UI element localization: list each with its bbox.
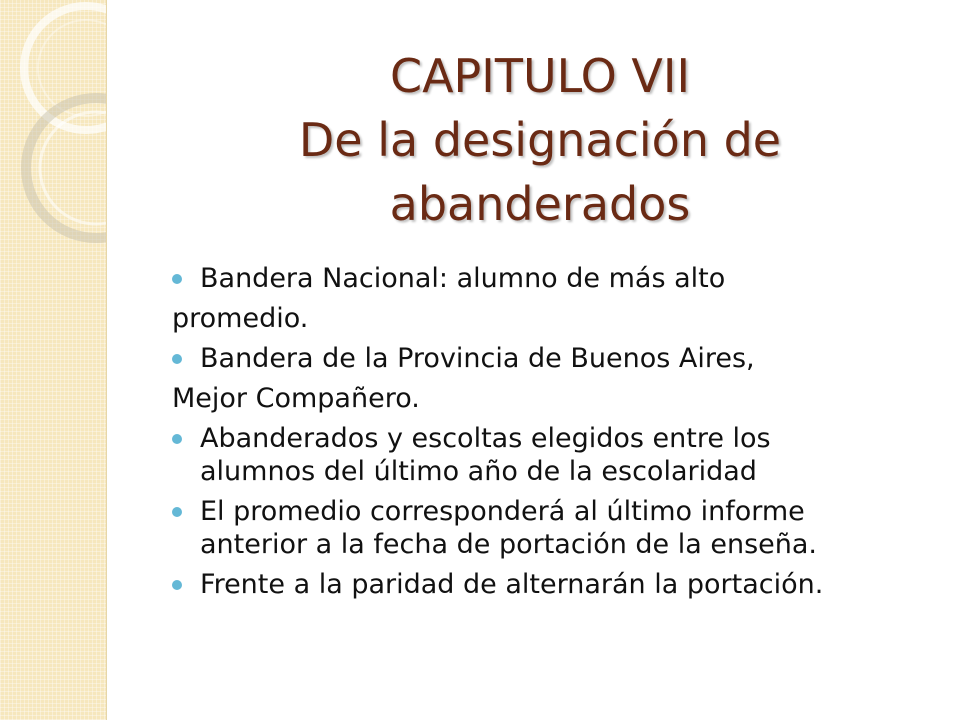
bullet-dot-icon — [172, 274, 182, 284]
bullet-item-1 — [172, 262, 912, 335]
bullet-4-line-1: El promedio corresponderá al último informe — [200, 496, 805, 527]
bullet-4-line-2: anterior a la fecha de portación de la enseña. — [200, 529, 818, 560]
bullet-1-continuation: promedio. — [172, 303, 309, 334]
bullet-1-text: Bandera Nacional: alumno de más alto — [200, 263, 726, 294]
bullet-2-text: Bandera de la Provincia de Buenos Aires, — [200, 343, 755, 374]
title-line-1: CAPITULO VII — [389, 49, 691, 103]
bullet-dot-icon — [172, 434, 182, 444]
bullet-dot-icon — [172, 507, 182, 517]
bullet-dot-icon — [172, 354, 182, 364]
bullet-item-4 — [172, 495, 912, 561]
title-line-2: De la designación de — [298, 113, 782, 167]
bullet-item-2 — [172, 342, 912, 415]
bullet-dot-icon — [172, 580, 182, 590]
bullet-list — [172, 262, 912, 608]
slide-title — [180, 44, 900, 236]
bullet-3-line-2: alumnos del último año de la escolaridad — [200, 456, 757, 487]
bullet-item-3 — [172, 422, 912, 488]
title-line-3: abanderados — [389, 177, 691, 231]
bullet-2-continuation: Mejor Compañero. — [172, 383, 420, 414]
bullet-3-line-1: Abanderados y escoltas elegidos entre los — [200, 423, 771, 454]
bullet-5-text: Frente a la paridad de alternarán la portación. — [200, 569, 824, 600]
bullet-item-5 — [172, 568, 912, 601]
